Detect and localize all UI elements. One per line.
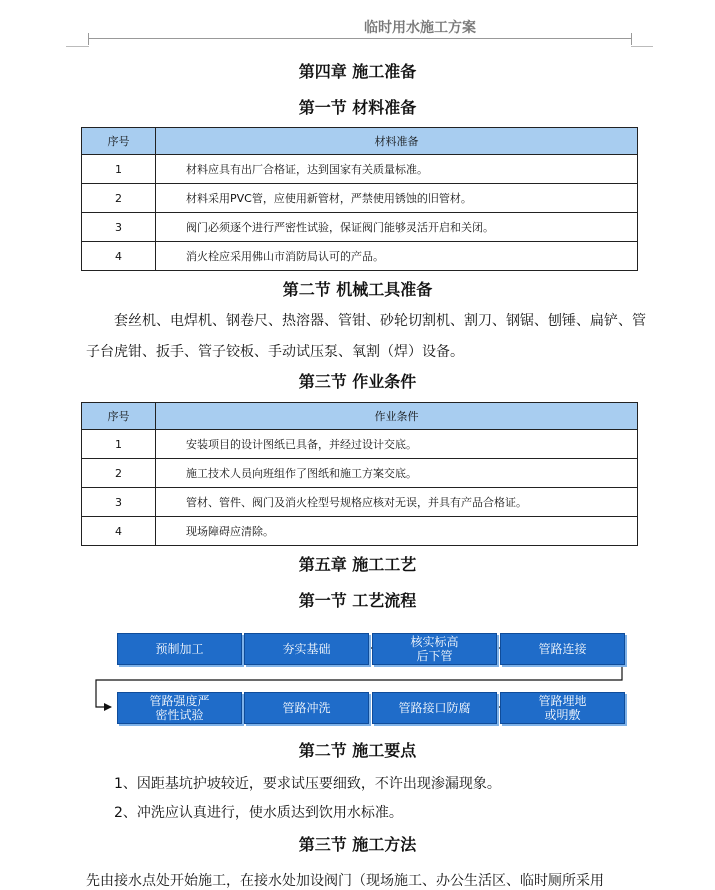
page-header-title: 临时用水施工方案 <box>364 20 476 36</box>
section-method-title: 第三节 施工方法 <box>298 835 417 854</box>
section-conditions-title: 第三节 作业条件 <box>298 372 417 391</box>
flow-step-label: 管路接口防腐 <box>398 701 471 715</box>
column-header-materials: 材料准备 <box>156 128 638 155</box>
flow-step-label-line2: 密性试验 <box>155 708 204 722</box>
key-point-item: 2、冲洗应认真进行，使水质达到饮用水标准。 <box>114 805 403 821</box>
flow-step-prefabrication <box>117 633 242 665</box>
flow-step-label: 核实标高 <box>410 635 459 649</box>
row-text: 管材、管件、阀门及消火栓型号规格应核对无误，并具有产品合格证。 <box>156 488 638 517</box>
column-header-index: 序号 <box>82 403 156 430</box>
row-text: 现场障碍应清除。 <box>156 517 638 546</box>
flow-step-label: 管路强度严 <box>149 694 210 708</box>
row-index: 4 <box>82 517 156 546</box>
flow-step-label-line2: 或明敷 <box>544 708 581 722</box>
section-tools-title: 第二节 机械工具准备 <box>282 280 433 299</box>
tools-text: 套丝机、电焊机、钢卷尺、热溶器、管钳、砂轮切割机、割刀、钢锯、刨锤、扁铲、管子台虎钳、扳手、管子铰板、手动试压泵、氧割（焊）设备。 <box>86 313 646 360</box>
row-text: 施工技术人员向班组作了图纸和施工方案交底。 <box>156 459 638 488</box>
flow-step-label: 预制加工 <box>155 642 204 656</box>
row-text: 材料应具有出厂合格证，达到国家有关质量标准。 <box>156 155 638 184</box>
section-materials-title: 第一节 材料准备 <box>298 98 417 117</box>
flow-step-label: 夯实基础 <box>282 642 331 656</box>
row-index: 3 <box>82 213 156 242</box>
row-index: 1 <box>82 430 156 459</box>
flow-step-bury-or-expose <box>500 692 625 724</box>
row-index: 2 <box>82 459 156 488</box>
flow-step-label: 管路冲洗 <box>282 701 331 715</box>
row-index: 2 <box>82 184 156 213</box>
flow-step-pipe-connection <box>500 633 625 665</box>
row-text: 材料采用PVC管，应使用新管材，严禁使用锈蚀的旧管材。 <box>156 184 638 213</box>
method-paragraph-truncated: 先由接水点处开始施工，在接水处加设阀门（现场施工、办公生活区、临时厕所采用 <box>86 873 604 889</box>
chapter5-title: 第五章 施工工艺 <box>298 555 417 574</box>
column-header-conditions: 作业条件 <box>156 403 638 430</box>
column-header-index: 序号 <box>82 128 156 155</box>
flow-step-label: 管路埋地 <box>538 694 587 708</box>
section-process-title: 第一节 工艺流程 <box>298 591 417 610</box>
row-text: 安装项目的设计图纸已具备，并经过设计交底。 <box>156 430 638 459</box>
flow-step-verify-elevation <box>372 633 497 665</box>
row-index: 1 <box>82 155 156 184</box>
row-text: 消火栓应采用佛山市消防局认可的产品。 <box>156 242 638 271</box>
flow-step-joint-anticorrosion <box>372 692 497 724</box>
flow-step-pressure-test <box>117 692 242 724</box>
row-index: 3 <box>82 488 156 517</box>
flow-step-pipe-flushing <box>244 692 369 724</box>
flow-step-compact-foundation <box>244 633 369 665</box>
section-key-points-title: 第二节 施工要点 <box>298 741 417 760</box>
chapter4-title: 第四章 施工准备 <box>298 62 417 81</box>
row-index: 4 <box>82 242 156 271</box>
flow-step-label-line2: 后下管 <box>416 649 453 663</box>
key-point-item: 1、因距基坑护坡较近，要求试压要细致，不许出现渗漏现象。 <box>114 776 501 792</box>
flow-step-label: 管路连接 <box>538 642 587 656</box>
row-text: 阀门必须逐个进行严密性试验，保证阀门能够灵活开启和关闭。 <box>156 213 638 242</box>
